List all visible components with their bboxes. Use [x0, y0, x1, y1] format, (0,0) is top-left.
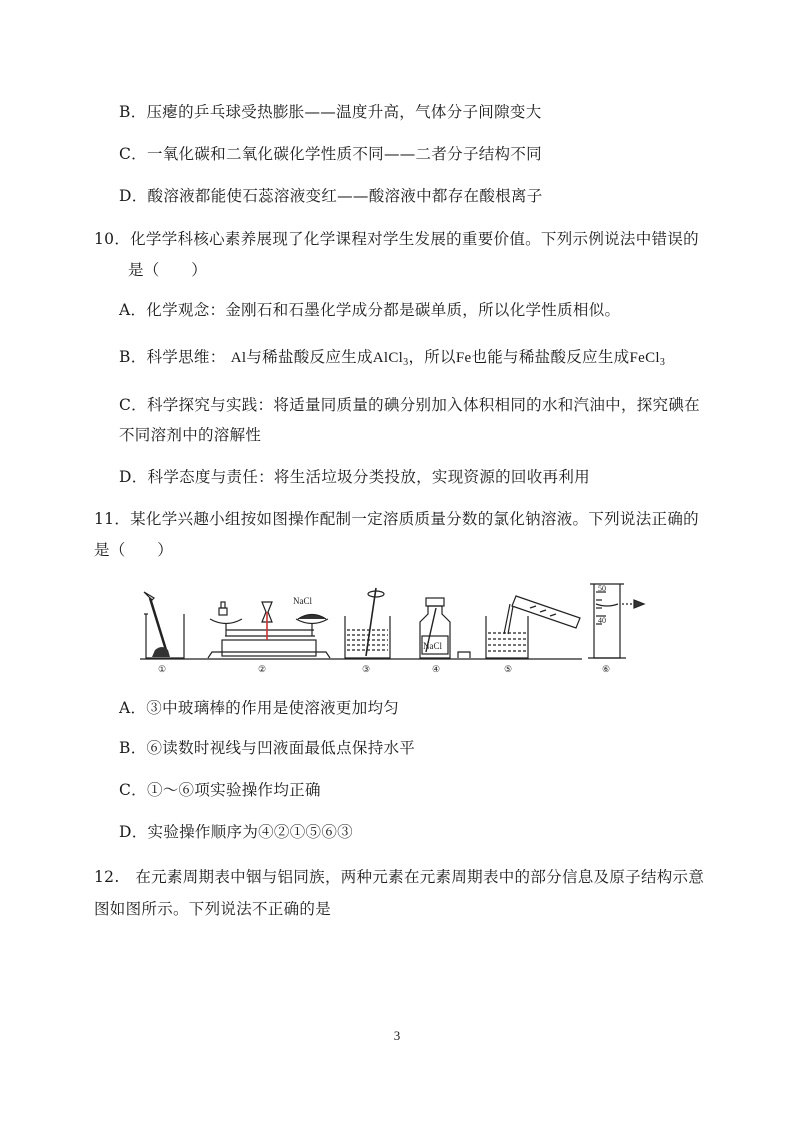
q9-option-d: D．酸溶液都能使石蕊溶液变红——酸溶液中都存在酸根离子: [119, 187, 543, 205]
cylinder-mark-50: 50: [598, 584, 606, 593]
formula-alcl3: [373, 350, 409, 366]
step1-beaker-icon: [144, 592, 184, 658]
q9-option-c: C．一氧化碳和二氧化碳化学性质不同——二者分子结构不同: [119, 145, 542, 163]
step-label-4: ④: [432, 664, 441, 674]
q10-option-d: D．科学态度与责任：将生活垃圾分类投放，实现资源的回收再利用: [119, 468, 590, 486]
q11-stem-continued: 是（ ）: [94, 541, 174, 559]
nacl-solution-apparatus-figure: [140, 578, 660, 676]
step6-graduated-cylinder-icon: [588, 584, 644, 658]
q10-stem: 10．化学学科核心素养展现了化学课程对学生发展的重要价值。下列示例说法中错误的: [94, 230, 699, 248]
formula-fecl3-base: FeCl: [629, 350, 660, 366]
formula-alcl3-subscript: 3: [403, 357, 409, 368]
q10-option-b-text3: 也能与稀盐酸反应生成: [471, 348, 630, 366]
formula-fecl3: [629, 350, 665, 366]
q10-option-c-continued: 不同溶剂中的溶解性: [119, 426, 262, 444]
q10-option-b-text2: ，所以: [408, 348, 456, 366]
step-label-1: ①: [158, 664, 167, 674]
q10-option-b-text1: 与稀盐酸反应生成: [246, 348, 373, 366]
q10-stem-continued: 是（ ）: [128, 261, 208, 279]
formula-al: Al: [230, 350, 247, 366]
step2-balance-icon: [208, 602, 330, 658]
step3-beaker-stirring-icon: [345, 588, 390, 658]
q10-option-a: A．化学观念：金刚石和石墨化学成分都是碳单质，所以化学性质相似。: [119, 301, 621, 319]
bottle-nacl-label: NaCl: [423, 641, 442, 651]
step-label-2: ②: [258, 664, 267, 674]
step-label-5: ⑤: [504, 664, 513, 674]
q12-stem-continued: 图如图所示。下列说法不正确的是: [94, 900, 332, 918]
balance-nacl-label: NaCl: [293, 596, 312, 606]
q11-option-d: D．实验操作顺序为④②①⑤⑥③: [119, 823, 353, 841]
q11-option-a: A．③中玻璃棒的作用是使溶液更加均匀: [119, 699, 400, 717]
step5-pouring-icon: [486, 596, 580, 658]
q9-option-b: B．压瘪的乒乓球受热膨胀——温度升高，气体分子间隙变大: [119, 103, 542, 121]
q10-option-c: C．科学探究与实践：将适量同质量的碘分别加入体积相同的水和汽油中，探究碘在: [119, 396, 700, 414]
step-label-3: ③: [362, 664, 371, 674]
formula-fecl3-subscript: 3: [659, 357, 666, 368]
q10-option-b-prefix: B．科学思维：: [119, 348, 226, 366]
formula-alcl3-base: AlCl: [372, 350, 404, 366]
q10-option-b: [119, 346, 665, 374]
q11-option-b: B．⑥读数时视线与凹液面最低点保持水平: [119, 739, 416, 757]
q11-option-c: C．①～⑥项实验操作均正确: [119, 781, 321, 799]
page-number: 3: [393, 1028, 401, 1043]
cylinder-mark-40: 40: [598, 616, 606, 625]
formula-fe: Fe: [455, 350, 472, 366]
step-label-6: ⑥: [602, 664, 611, 674]
q12-stem: 12. 在元素周期表中铟与铝同族，两种元素在元素周期表中的部分信息及原子结构示意: [94, 868, 705, 886]
q11-stem: 11．某化学兴趣小组按如图操作配制一定溶质质量分数的氯化钠溶液。下列说法正确的: [94, 510, 699, 528]
